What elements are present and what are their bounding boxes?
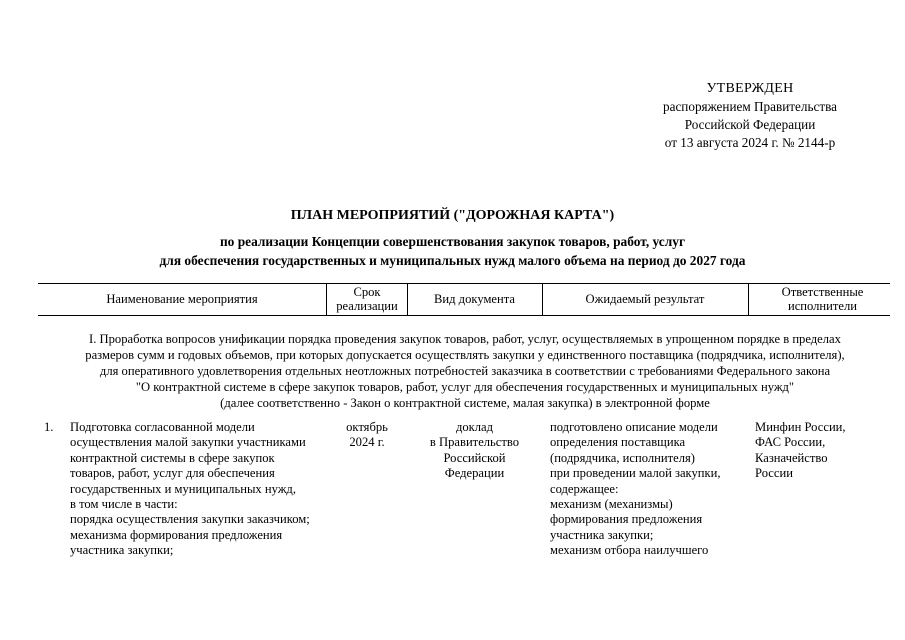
header-label: Ответственные исполнители bbox=[781, 285, 864, 313]
table-header-bottom-border bbox=[38, 315, 890, 316]
cell-line: товаров, работ, услуг для обеспечения bbox=[70, 466, 275, 481]
cell-line: 2024 г. bbox=[349, 435, 385, 450]
cell-line: в Правительство bbox=[429, 435, 520, 450]
header-label: Наименование мероприятия bbox=[106, 292, 258, 306]
subtitle-line: по реализации Концепции совершенствования закупок товаров, работ, услуг bbox=[219, 234, 686, 249]
row-number: 1. bbox=[44, 420, 54, 434]
column-divider bbox=[748, 283, 749, 315]
cell-line: механизма формирования предложения bbox=[70, 527, 283, 542]
row-name bbox=[70, 420, 332, 559]
section-heading bbox=[40, 331, 890, 411]
cell-line: в том числе в части: bbox=[70, 497, 178, 512]
header-label: Ожидаемый результат bbox=[585, 292, 705, 306]
cell-line: участника закупки; bbox=[70, 543, 174, 558]
cell-line: при проведении малой закупки, bbox=[550, 466, 721, 481]
cell-line: формирования предложения bbox=[550, 512, 703, 527]
section-line: для оперативного удовлетворения отдельных неотложных потребностей заказчика в соответствии с требованиями Федерального закона bbox=[99, 364, 831, 378]
row-document bbox=[407, 420, 542, 482]
cell-line: России bbox=[755, 466, 793, 481]
cell-line: подготовлено описание модели bbox=[550, 420, 718, 434]
row-term bbox=[333, 420, 401, 451]
header-label: Срок реализации bbox=[336, 285, 398, 313]
cell-line: Казначейство bbox=[755, 450, 828, 465]
document-title: ПЛАН МЕРОПРИЯТИЙ ("ДОРОЖНАЯ КАРТА") bbox=[290, 208, 615, 223]
approval-block bbox=[600, 80, 900, 152]
column-divider bbox=[326, 283, 327, 315]
subtitle-line: для обеспечения государственных и муниципальных нужд малого объема на период до 2027 года bbox=[159, 253, 746, 268]
section-line: (далее соответственно - Закон о контрактной системе, малая закупка) в электронной форме bbox=[220, 396, 710, 410]
header-executors bbox=[755, 283, 890, 315]
header-name bbox=[38, 283, 326, 315]
header-label: Вид документа bbox=[433, 292, 516, 306]
cell-line: Федерации bbox=[444, 466, 505, 481]
cell-line: Российской bbox=[443, 450, 506, 465]
approval-line: от 13 августа 2024 г. № 2144-р bbox=[664, 135, 836, 150]
header-document bbox=[407, 283, 542, 315]
approval-line: Российской Федерации bbox=[684, 117, 816, 132]
row-executors bbox=[755, 420, 890, 482]
section-line: "О контрактной системе в сфере закупок товаров, работ, услуг для обеспечения государственных и муниципальных нужд" bbox=[135, 380, 795, 394]
section-line: I. Проработка вопросов унификации порядка проведения закупок товаров, работ, услуг, осуществляемых в упрощенном порядке в пределах bbox=[89, 332, 841, 346]
cell-line: октябрь bbox=[346, 420, 388, 434]
cell-line: государственных и муниципальных нужд, bbox=[70, 481, 296, 496]
row-result bbox=[550, 420, 750, 559]
header-result bbox=[542, 283, 748, 315]
cell-line: определения поставщика bbox=[550, 435, 686, 450]
document-subtitle bbox=[0, 232, 905, 270]
cell-line: Минфин России, bbox=[755, 420, 846, 434]
cell-line: Подготовка согласованной модели bbox=[70, 420, 255, 434]
section-line: размеров сумм и годовых объемов, при которых допускается осуществлять закупки у единственного поставщика (подрядчика, исполнителя), bbox=[85, 348, 845, 362]
approval-heading: УТВЕРЖДЕН bbox=[706, 81, 794, 96]
cell-line: (подрядчика, исполнителя) bbox=[550, 450, 695, 465]
cell-line: порядка осуществления закупки заказчиком; bbox=[70, 512, 310, 527]
cell-line: содержащее: bbox=[550, 481, 619, 496]
cell-line: механизм (механизмы) bbox=[550, 497, 673, 512]
cell-line: ФАС России, bbox=[755, 435, 826, 450]
header-term bbox=[333, 283, 401, 315]
cell-line: контрактной системы в сфере закупок bbox=[70, 450, 275, 465]
approval-line: распоряжением Правительства bbox=[663, 99, 837, 114]
cell-line: осуществления малой закупки участниками bbox=[70, 435, 306, 450]
cell-line: доклад bbox=[455, 420, 494, 434]
cell-line: участника закупки; bbox=[550, 527, 654, 542]
cell-line: механизм отбора наилучшего bbox=[550, 543, 709, 558]
